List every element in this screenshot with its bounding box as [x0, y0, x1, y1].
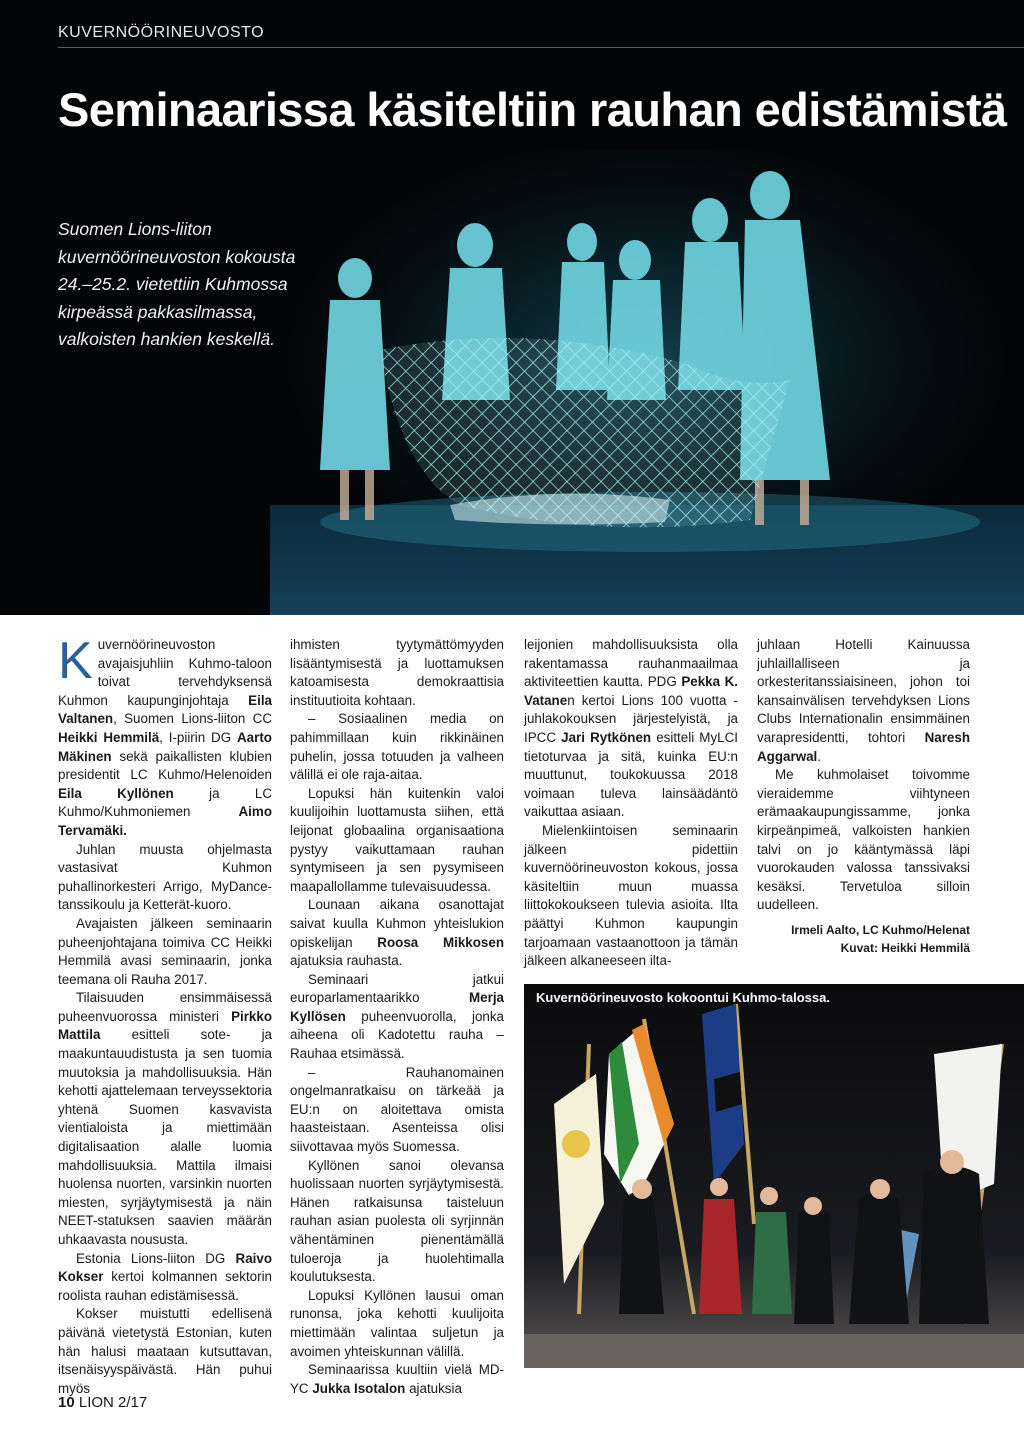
flag-ceremony-photo: [524, 984, 1024, 1368]
text-run: Kyllönen sanoi olevansa huolissaan nuorten syrjäytymisestä. Hänen ratkaisunsa taisteluun rauhan asian puolesta oli syrjinnän vähentäminen pienentämällä tuloeroja ja huolehtimalla koulutuksesta.: [290, 1157, 504, 1285]
text-run: , I-piirin DG: [159, 729, 238, 745]
magazine-name: LION: [78, 1394, 114, 1411]
text-run: Kokser muistutti edellisenä päivänä vietetystä Estonian, kuten hän halusi maataan kutsuttavan, itsenäisyyspäivästä. Hän puhui myös: [58, 1306, 272, 1396]
paragraph: [58, 632, 272, 841]
issue-number: 2/17: [118, 1394, 148, 1411]
section-label: KUVERNÖÖRINEUVOSTO: [58, 24, 265, 41]
paragraph: [58, 1250, 272, 1306]
text-run: Juhlan muusta ohjelmasta vastasivat Kuhmon puhallinorkesteri Arrigo, MyDance-tanssikoulu ja Ketterät-kuoro.: [58, 841, 272, 913]
paragraph: [757, 766, 970, 915]
text-column-2: [290, 636, 504, 1398]
paragraph: [757, 636, 970, 766]
paragraph: [290, 636, 504, 710]
article-lead: Suomen Lions-liiton kuvernöörineuvoston kokousta 24.–25.2. vietettiin Kuhmossa kirpeässä pakkasilmassa, valkoisten hankien keskellä.: [58, 219, 296, 349]
page-number: 10: [58, 1394, 75, 1411]
paragraph: [290, 1287, 504, 1361]
bold-name: Aimo Tervamäki.: [58, 804, 272, 838]
text-column-1: [58, 632, 272, 1398]
paragraph: [290, 1157, 504, 1287]
text-run: , Suomen Lions-liiton CC: [113, 711, 272, 727]
text-column-3: [524, 636, 738, 971]
paragraph: [524, 822, 738, 971]
paragraph: [290, 1361, 504, 1398]
text-run: Avajaisten jälkeen seminaarin puheenjohtajana toimiva CC Heikki Hemmilä avasi seminaarin, jonka teemana oli Rauha 2017.: [58, 915, 272, 987]
paragraph: [290, 971, 504, 1064]
text-run: ja LC Kuhmo/Kuhmoniemen: [58, 785, 272, 820]
bold-name: Roosa Mikkosen: [377, 934, 505, 950]
bold-name: Pekka K. Vatane: [524, 674, 738, 708]
article-credits: [757, 921, 970, 957]
paragraph: [58, 989, 272, 1249]
text-run: – Rauhanomainen ongelmanratkaisu on tärkeää ja EU:n on aloitettava omista haasteistaan. Asenteissa olisi siivottavaa myös Suomessa.: [290, 1064, 504, 1155]
text-run: Mielenkiintoisen seminaarin jälkeen pidettiin kuvernöörineuvoston kokous, jossa käsiteltiin muun muassa liittokokoukseen tulevia asioita. Ilta päättyi Kuhmon kaupungin tarjoamaan vastaanottoon ja tämän jälkeen alkaneeseen ilta-: [524, 822, 738, 969]
photo-credit: Kuvat: Heikki Hemmilä: [840, 941, 970, 955]
bold-name: Jari Rytkönen: [561, 729, 652, 745]
header-divider: [58, 47, 1024, 48]
paragraph: [290, 1064, 504, 1157]
text-run: ajatuksia: [405, 1380, 462, 1396]
text-run: uvernöörineuvoston avajaisjuhliin Kuhmo-taloon toivat tervehdyksensä Kuhmon kaupunginjohtaja: [58, 637, 272, 708]
paragraph: [58, 841, 272, 915]
paragraph: [290, 896, 504, 970]
flag-ceremony-illustration: [524, 984, 1024, 1368]
text-column-4: [757, 636, 970, 915]
bold-name: Eila Valtanen: [58, 692, 272, 727]
text-run: Seminaari jatkui europarlamentaarikko: [290, 971, 504, 1006]
text-run: esitteli MyLCI tietoturvaa ja sitä, kuinka EU:n muuttunut, toukokuussa 2018 voimaan tuleva lainsäädäntö vaikuttaa asiaan.: [524, 729, 738, 820]
drop-cap: K: [58, 632, 93, 690]
paragraph: [58, 1305, 272, 1398]
text-run: ihmisten tyytymättömyyden lisääntymisestä ja luottamuksen katoamisesta demokraattisia instituutioita kohtaan.: [290, 637, 504, 708]
paragraph: [58, 915, 272, 989]
text-run: Lopuksi Kyllönen lausui oman runonsa, joka kehotti kuulijoita miettimään valintaa suljetun ja avoimen yhteiskunnan välillä.: [290, 1287, 504, 1359]
text-run: n kertoi Lions 100 vuotta -juhlakokouksen järjestelyistä, ja IPCC: [524, 692, 738, 745]
bold-name: Jukka Isotalon: [312, 1380, 406, 1396]
bold-name: Heikki Hemmilä: [58, 729, 160, 745]
paragraph: [290, 710, 504, 784]
bold-name: Aarto Mäkinen: [58, 729, 272, 764]
text-run: Lopuksi hän kuitenkin valoi kuulijoihin luottamusta siihen, että leijonat globaalina organisaationa pystyy vaikuttamaan rauhan syntymiseen ja sen pysymiseen maapallollamme tulevaisuudessa.: [290, 785, 504, 894]
text-run: Lounaan aikana osanottajat saivat kuulla Kuhmon yhteislukion opiskelijan: [290, 897, 504, 950]
text-run: Estonia Lions-liiton DG: [76, 1250, 236, 1266]
article-headline: Seminaarissa käsiteltiin rauhan edistämistä: [58, 83, 1007, 136]
text-run: juhlaan Hotelli Kainuussa juhlaillalliseen ja orkesteritanssiaisineen, johon toi kansainvälisen tervehdyksen Lions Clubs Internationalin ensimmäinen varapresidentti, tohtori: [757, 637, 970, 745]
text-run: kertoi kolmannen sektorin roolista rauhan edistämisessä.: [58, 1269, 272, 1303]
text-run: Tilaisuuden ensimmäisessä puheenvuorossa ministeri: [58, 990, 272, 1024]
photo-caption: Kuvernöörineuvosto kokoontui Kuhmo-talossa.: [536, 990, 830, 1005]
text-run: – Sosiaalinen media on pahimmillaan kuin rikkinäinen puhelin, jossa totuuden ja valheen välillä ei ole raja-aitaa.: [290, 711, 504, 783]
text-run: esitteli sote- ja maakuntauudistusta ja sen tuomia muutoksia ja mahdollisuuksia. Hän kehotti ajattelemaan terveyssektoria yhtenä Suomen kasvavista vientialoista ja miettimään digitalisaation alalle luomia mahdollisuuksia. Mattila ilmaisi huolensa nuorten, varsinkin nuorten miesten, syrjäytymisestä ja näin NEET-statuksen saavien määrän uhkaavasta noususta.: [58, 1027, 272, 1247]
text-run: leijonien mahdollisuuksista olla rakentamassa rauhanmaailmaa aktiviteettien kautta. PDG: [524, 637, 738, 690]
text-run: Seminaarissa kuultiin vielä MD-YC: [290, 1362, 504, 1396]
page-footer: [58, 1394, 147, 1411]
paragraph: [290, 785, 504, 897]
text-run: puheenvuorolla, jonka aiheena oli Kadotettu rauha – Rauhaa etsimässä.: [290, 1008, 504, 1062]
bold-name: Pirkko Mattila: [58, 1008, 272, 1043]
bold-name: Naresh Aggarwal: [757, 729, 970, 764]
hero-banner: [0, 0, 1024, 615]
dance-performance-photo: [270, 150, 1024, 615]
text-run: sekä paikallisten klubien presidentit LC Kuhmo/Helenoiden: [58, 748, 272, 783]
text-run: ajatuksia rauhasta.: [290, 953, 403, 969]
text-run: Me kuhmolaiset toivomme vieraidemme viihtyneen erämaakaupungissamme, jonka kirpeänpimeä, valkoisten hankien talvi on jo kääntymässä läpi vuorokauden valossa tanssivaksi kesäksi. Tervetuloa silloin uudelleen.: [757, 767, 970, 913]
bold-name: Raivo Kokser: [58, 1250, 272, 1285]
author-credit: Irmeli Aalto, LC Kuhmo/Helenat: [791, 923, 970, 937]
text-run: .: [817, 748, 822, 764]
bold-name: Merja Kyllösen: [290, 990, 504, 1024]
paragraph: [524, 636, 738, 822]
bold-name: Eila Kyllönen: [58, 785, 174, 801]
